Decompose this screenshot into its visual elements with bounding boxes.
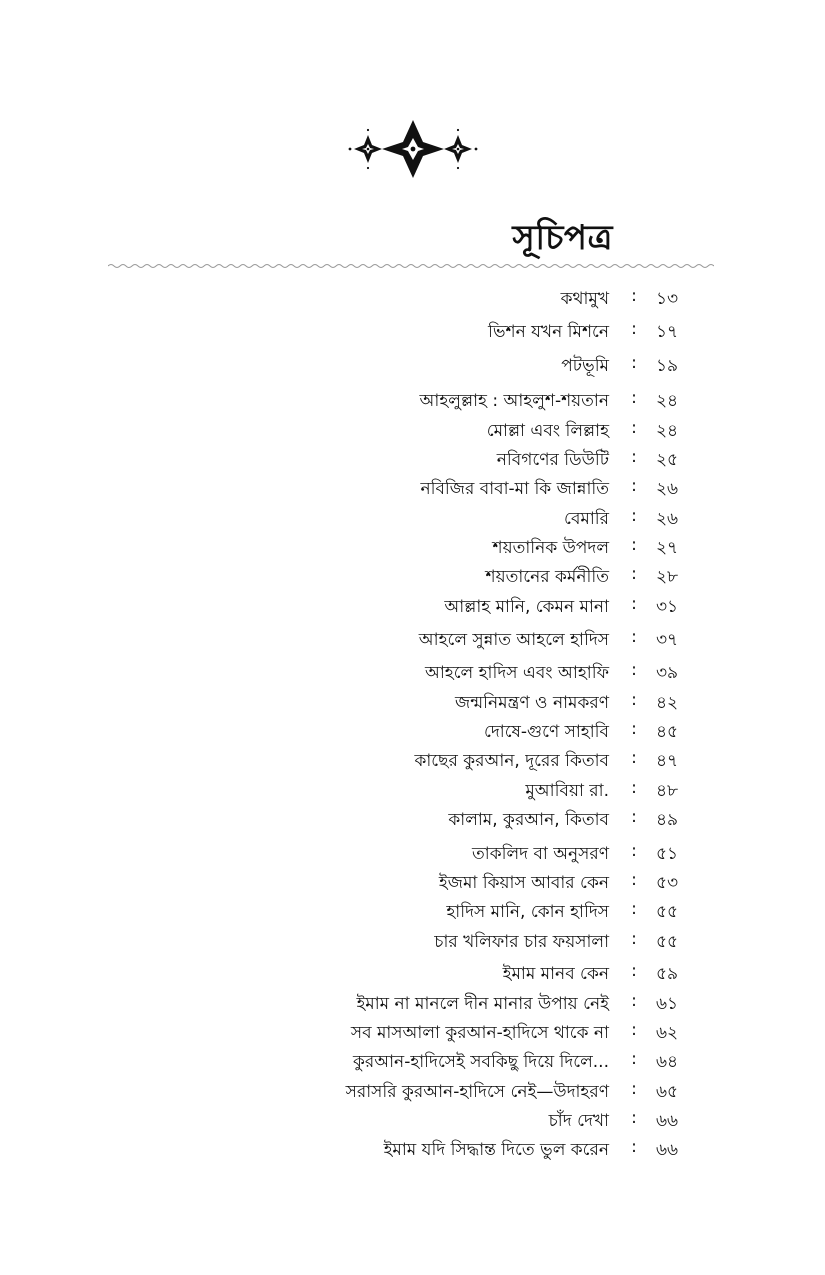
toc-separator: : xyxy=(631,418,637,438)
toc-entry xyxy=(0,623,825,651)
toc-entry-title: কাছের কুরআন, দূরের কিতাব xyxy=(414,751,609,771)
toc-entry xyxy=(0,502,825,530)
toc-page-number: ৩৭ xyxy=(656,630,679,650)
page-title: সূচিপত্র xyxy=(512,218,613,258)
toc-separator: : xyxy=(631,719,637,739)
toc-separator: : xyxy=(631,690,637,710)
toc-page-number: ৫১ xyxy=(656,844,679,864)
toc-page-number: ৫৫ xyxy=(656,902,679,922)
toc-separator: : xyxy=(631,564,637,584)
toc-separator: : xyxy=(631,594,637,614)
toc-separator: : xyxy=(631,1049,637,1069)
toc-entry-title: আহলুল্লাহ : আহলুশ-শয়তান xyxy=(419,391,609,411)
toc-separator: : xyxy=(631,1108,637,1128)
toc-entry xyxy=(0,1016,825,1044)
toc-separator: : xyxy=(631,807,637,827)
toc-page-number: ১৩ xyxy=(656,289,679,309)
toc-separator: : xyxy=(631,506,637,526)
toc-entry-title: আহলে হাদিস এবং আহাফি xyxy=(424,663,609,683)
toc-entry-title: নবিজির বাবা-মা কি জান্নাতি xyxy=(420,479,609,499)
toc-page-number: ৪৯ xyxy=(656,810,679,830)
toc-separator: : xyxy=(631,447,637,467)
toc-entry xyxy=(0,987,825,1015)
toc-entry xyxy=(0,349,825,377)
toc-entry-title: ইমাম যদি সিদ্ধান্ত দিতে ভুল করেন xyxy=(383,1140,609,1160)
toc-entry xyxy=(0,472,825,500)
toc-page-number: ১৭ xyxy=(656,322,679,342)
toc-entry-title: কালাম, কুরআন, কিতাব xyxy=(448,810,609,830)
toc-entry xyxy=(0,1045,825,1073)
toc-separator: : xyxy=(631,899,637,919)
toc-page-number: ৩১ xyxy=(656,597,679,617)
toc-entry-title: ভিশন যখন মিশনে xyxy=(488,322,609,342)
wavy-divider xyxy=(108,262,714,270)
toc-entry-title: পটভূমি xyxy=(561,356,609,376)
toc-entry-title: কুরআন-হাদিসেই সবকিছু দিয়ে দিলে... xyxy=(352,1052,609,1072)
toc-separator: : xyxy=(631,991,637,1011)
toc-separator: : xyxy=(631,286,637,306)
toc-entry xyxy=(0,895,825,923)
toc-page-number: ২৬ xyxy=(656,509,679,529)
toc-separator: : xyxy=(631,388,637,408)
toc-separator: : xyxy=(631,1020,637,1040)
toc-page-number: ২৮ xyxy=(656,567,679,587)
toc-page-number: ২৪ xyxy=(656,391,679,411)
toc-entry xyxy=(0,1104,825,1132)
toc-separator: : xyxy=(631,748,637,768)
toc-separator: : xyxy=(631,627,637,647)
toc-page-number: ২৪ xyxy=(656,421,679,441)
toc-page-number: ৬২ xyxy=(656,1023,679,1043)
toc-entry-title: তাকলিদ বা অনুসরণ xyxy=(472,844,609,864)
toc-entry xyxy=(0,803,825,831)
toc-page-number: ৪৮ xyxy=(656,781,679,801)
toc-page-number: ২৫ xyxy=(656,450,679,470)
toc-entry xyxy=(0,590,825,618)
toc-separator: : xyxy=(631,476,637,496)
toc-entry xyxy=(0,1075,825,1103)
toc-page-number: ৬৪ xyxy=(656,1052,679,1072)
toc-page-number: ৬১ xyxy=(656,994,679,1014)
toc-entry xyxy=(0,1133,825,1161)
toc-page-number: ৬৬ xyxy=(656,1140,679,1160)
toc-page-number: ৪২ xyxy=(656,693,679,713)
toc-entry-title: সব মাসআলা কুরআন-হাদিসে থাকে না xyxy=(350,1023,609,1043)
toc-entry-title: নবিগণের ডিউটি xyxy=(496,450,609,470)
toc-entry-title: কথামুখ xyxy=(560,289,609,309)
toc-separator: : xyxy=(631,353,637,373)
toc-separator: : xyxy=(631,870,637,890)
toc-entry xyxy=(0,315,825,343)
toc-page-number: ৬৫ xyxy=(656,1082,679,1102)
toc-entry-title: জন্মনিমন্ত্রণ ও নামকরণ xyxy=(455,693,609,713)
toc-entry xyxy=(0,443,825,471)
toc-entry xyxy=(0,531,825,559)
toc-entry xyxy=(0,414,825,442)
toc-entry-title: আল্লাহ মানি, কেমন মানা xyxy=(444,597,609,617)
toc-entry xyxy=(0,837,825,865)
toc-page-number: ৫৫ xyxy=(656,932,679,952)
toc-page-number: ৪৫ xyxy=(656,722,679,742)
toc-entry-title: দোষে-গুণে সাহাবি xyxy=(483,722,609,742)
toc-entry xyxy=(0,560,825,588)
toc-page-number: ৪৭ xyxy=(656,751,679,771)
toc-entry-title: ইমাম মানব কেন xyxy=(502,964,609,984)
toc-entry-title: বেমারি xyxy=(564,509,609,529)
toc-entry xyxy=(0,282,825,310)
toc-entry-title: শয়তানিক উপদল xyxy=(492,538,609,558)
toc-page-number: ৬৬ xyxy=(656,1111,679,1131)
toc-entry xyxy=(0,866,825,894)
toc-entry-title: হাদিস মানি, কোন হাদিস xyxy=(446,902,609,922)
toc-entry-title: মুআবিয়া রা. xyxy=(525,781,609,801)
toc-entry xyxy=(0,686,825,714)
toc-entry-title: ইজমা কিয়াস আবার কেন xyxy=(438,873,609,893)
toc-page-number: ২৬ xyxy=(656,479,679,499)
toc-page-number: ৩৯ xyxy=(656,663,679,683)
toc-entry-title: শয়তানের কর্মনীতি xyxy=(485,567,609,587)
toc-entry xyxy=(0,656,825,684)
toc-separator: : xyxy=(631,319,637,339)
toc-entry-title: চার খলিফার চার ফয়সালা xyxy=(434,932,609,952)
toc-separator: : xyxy=(631,961,637,981)
star-ornament-icon xyxy=(348,118,478,180)
toc-entry xyxy=(0,744,825,772)
toc-separator: : xyxy=(631,1137,637,1157)
toc-entry-title: সরাসরি কুরআন-হাদিসে নেই—উদাহরণ xyxy=(345,1082,609,1102)
toc-separator: : xyxy=(631,535,637,555)
toc-entry xyxy=(0,715,825,743)
toc-entry-title: চাঁদ দেখা xyxy=(548,1111,609,1131)
toc-page-number: ২৭ xyxy=(656,538,679,558)
toc-page-number: ১৯ xyxy=(656,356,679,376)
toc-entry xyxy=(0,957,825,985)
toc-separator: : xyxy=(631,1079,637,1099)
toc-separator: : xyxy=(631,778,637,798)
toc-page-number: ৫৩ xyxy=(656,873,679,893)
toc-separator: : xyxy=(631,929,637,949)
toc-entry-title: আহলে সুন্নাত আহলে হাদিস xyxy=(418,630,609,650)
toc-entry xyxy=(0,774,825,802)
toc-separator: : xyxy=(631,660,637,680)
toc-entry xyxy=(0,384,825,412)
toc-page-number: ৫৯ xyxy=(656,964,679,984)
toc-entry-title: মোল্লা এবং লিল্লাহ xyxy=(486,421,609,441)
toc-entry-title: ইমাম না মানলে দীন মানার উপায় নেই xyxy=(356,994,609,1014)
toc-entry xyxy=(0,925,825,953)
toc-separator: : xyxy=(631,841,637,861)
